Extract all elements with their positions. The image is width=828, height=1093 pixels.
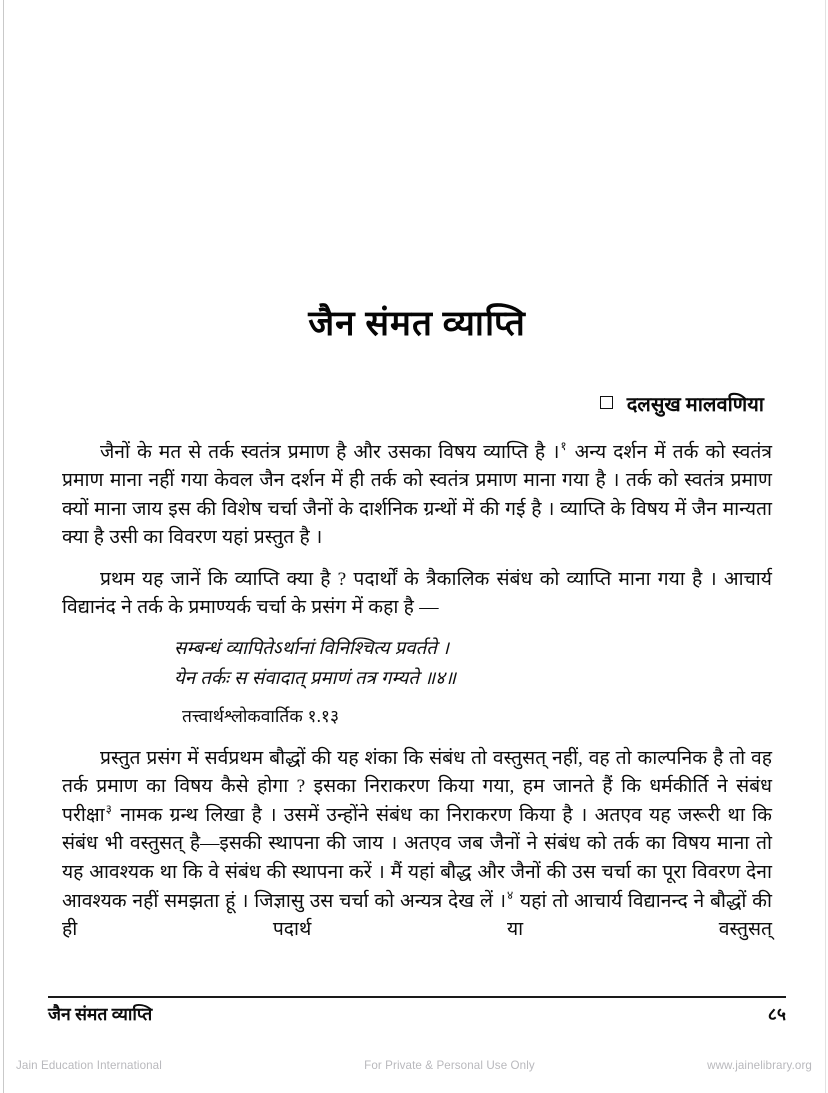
verse-line-2: येन तर्कः स संवादात् प्रमाणं तत्र गम्यते ॥४॥	[174, 668, 457, 690]
watermark-center-text: For Private & Personal Use Only	[364, 1059, 535, 1072]
verse-line-1: सम्बन्धं व्यापितेऽर्थानां विनिश्चित्य प्रवर्तते ।	[174, 638, 450, 660]
footnote-marker: ३	[105, 802, 112, 817]
page-footer	[48, 1002, 786, 1026]
running-head-text: जैन संमत व्याप्ति	[48, 1004, 153, 1024]
footnote-marker: १	[560, 439, 567, 454]
article-body	[62, 439, 772, 945]
page-number: ८५	[767, 1004, 786, 1024]
paragraph-1: जैनों के मत से तर्क स्वतंत्र प्रमाण है और उसका विषय व्याप्ति है ।$^१$ अन्य दर्शन में तर्क को स्वतंत्र प्रमाण माना नहीं गया केवल जैन दर्शन में ही तर्क को स्वतंत्र प्रमाण माना गया है । तर्क को स्वतंत्र प्रमाण क्यों माना जाय इस की विशेष चर्चा जैनों के दार्शनिक ग्रन्थों में की गई है । व्याप्ति के विषय में जैन मान्यता क्या है उसी का विवरण यहां प्रस्तुत है ।	[62, 439, 772, 549]
page-frame-right-edge	[825, 0, 826, 1093]
paragraph-2: प्रथम यह जानें कि व्याप्ति क्या है ? पदार्थों के त्रैकालिक संबंध को व्याप्ति माना गया है । आचार्य विद्यानंद ने तर्क के प्रमाण्यर्क चर्चा के प्रसंग में कहा है —	[62, 568, 772, 619]
page-title: जैन संमत व्याप्ति	[308, 304, 526, 343]
square-bullet-icon	[600, 396, 613, 409]
author-name: दलसुख मालवणिया	[626, 393, 764, 416]
verse-citation: तत्त्वार्थश्लोकवार्तिक १.१३	[182, 706, 339, 727]
watermark-right-text: www.jainelibrary.org	[707, 1059, 812, 1072]
footer-divider-rule	[48, 996, 786, 998]
footnote-marker: ४	[507, 888, 514, 903]
scan-watermark	[16, 1059, 812, 1072]
sanskrit-verse-quote	[174, 634, 772, 694]
author-byline	[62, 390, 772, 417]
page-content	[62, 0, 772, 945]
page-frame-left-edge	[3, 0, 4, 1093]
paragraph-3: प्रस्तुत प्रसंग में सर्वप्रथम बौद्धों की यह शंका कि संबंध तो वस्तुसत् नहीं, वह तो काल्पनिक है तो वह तर्क प्रमाण का विषय कैसे होगा ? इसका निराकरण किया गया, हम जानते हैं कि धर्मकीर्ति ने संबंध परीक्षा$^३$ नामक ग्रन्थ लिखा है । उसमें उन्होंने संबंध का निराकरण किया है । अतएव यह जरूरी था कि संबंध भी वस्तुसत् है—इसकी स्थापना की जाय । अतएव जब जैनों ने संबंध को तर्क का विषय माना तो यह आवश्यक था कि वे संबंध की स्थापना करें । मैं यहां बौद्ध और जैनों की उस चर्चा का पूरा विवरण देना आवश्यक नहीं समझता हूं । जिज्ञासु उस चर्चा को अन्यत्र देख लें ।$^४$ यहां तो आचार्य विद्यानन्द ने बौद्धों की ही पदार्थ या वस्तुसत्	[62, 747, 772, 941]
watermark-left-text: Jain Education International	[16, 1059, 162, 1072]
